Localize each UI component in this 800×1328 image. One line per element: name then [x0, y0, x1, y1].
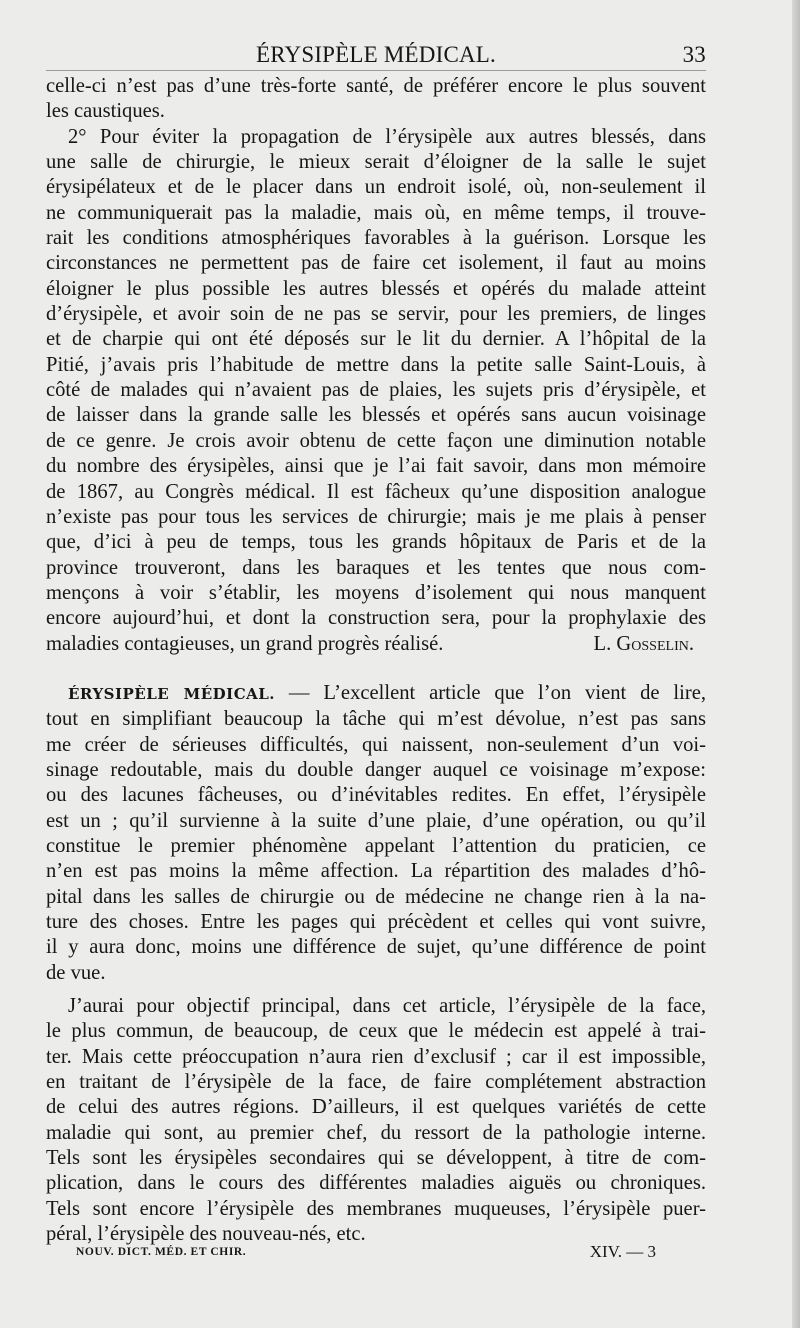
page-number: 33: [682, 42, 706, 67]
section-heading: ÉRYSIPÈLE MÉDICAL.: [68, 684, 276, 703]
text-line: ou des lacunes fâcheuses, ou d’inévitables redites. En effet, l’érysipèle: [46, 784, 706, 807]
text-line: n’existe pas pour tous les services de chirurgie; mais je me plais à penser: [46, 505, 706, 528]
text-line: érysipélateux et de le placer dans un endroit isolé, où, non-seulement il: [46, 176, 706, 199]
text-line: de celui des autres régions. D’ailleurs, il est quelques variétés de cette: [46, 1096, 706, 1119]
text-line: et de charpie qui ont été déposés sur le lit du dernier. A l’hôpital de la: [46, 328, 706, 351]
section-gap: [46, 657, 706, 681]
text-line: encore aujourd’hui, et dont la construction sera, pour la prophylaxie des: [46, 607, 706, 630]
page-footer: [76, 1242, 656, 1264]
running-title: ÉRYSIPÈLE MÉDICAL.: [256, 42, 496, 67]
text-line: province trouveront, dans les baraques et les tentes que nous com-: [46, 556, 706, 579]
text-line: pital dans les salles de chirurgie ou de médecine ne change rien à la na-: [46, 885, 706, 908]
text-line: ter. Mais cette préoccupation n’aura rien d’exclusif ; car il est impossible,: [46, 1045, 706, 1068]
text-line: me créer de sérieuses difficultés, qui naissent, non-seulement d’un voi-: [46, 733, 706, 756]
header-rule: [46, 70, 706, 71]
text-line: rait les conditions atmosphériques favorables à la guérison. Lorsque les: [46, 227, 706, 250]
text-line: du nombre des érysipèles, ainsi que je l’ai fait savoir, dans mon mémoire: [46, 455, 706, 478]
text-line: est un ; qu’il survienne à la suite d’une plaie, d’une opération, ou qu’il: [46, 809, 706, 832]
page-edge: [792, 0, 800, 1328]
text-line: le plus commun, de beaucoup, de ceux que le médecin est appelé à trai-: [46, 1020, 706, 1043]
text-line: maladies contagieuses, un grand progrès réalisé.: [46, 632, 444, 655]
text-line: de laisser dans la grande salle les blessés et opérés sans aucun voisinage: [46, 404, 706, 427]
paragraph-continuation: [46, 74, 706, 125]
text-line: tout en simplifiant beaucoup la tâche qui m’est dévolue, n’est pas sans: [46, 708, 706, 731]
text-line: celle-ci n’est pas d’une très-forte santé, de préférer encore le plus souvent: [46, 75, 706, 97]
text-body: [46, 74, 706, 1247]
author-signature: L. Gosselin.: [593, 632, 694, 655]
text-line: J’aurai pour objectif principal, dans cet article, l’érysipèle de la face,: [68, 995, 706, 1018]
footer-signature-mark: NOUV. DICT. MÉD. ET CHIR.: [76, 1246, 247, 1258]
text-line: éloigner le plus possible les autres blessés et opérés du malade atteint: [46, 277, 706, 300]
text-line: péral, l’érysipèle des nouveau-nés, etc.: [46, 1223, 366, 1246]
text-line: Pitié, j’avais pris l’habitude de mettre dans la petite salle Saint-Louis, à: [46, 353, 706, 376]
text-line: de ce genre. Je crois avoir obtenu de cette façon une diminution notable: [46, 429, 706, 452]
text-line: [46, 681, 706, 707]
text-line: les caustiques.: [46, 100, 165, 123]
text-line: n’en est pas moins la même affection. La répartition des malades d’hô-: [46, 860, 706, 883]
text-line: de vue.: [46, 961, 106, 984]
text-line: maladie qui sont, au premier chef, du ressort de la pathologie interne.: [46, 1121, 706, 1144]
text-line: il y aura donc, moins une différence de sujet, qu’une différence de point: [46, 936, 706, 959]
text-line: que, d’ici à peu de temps, tous les grands hôpitaux de Paris et de la: [46, 531, 706, 554]
text-line: Tels sont encore l’érysipèle des membranes muqueuses, l’érysipèle puer-: [46, 1197, 706, 1220]
running-header: [46, 42, 706, 72]
text-line: en traitant de l’érysipèle de la face, de faire complétement abstraction: [46, 1071, 706, 1094]
text-line: ture des choses. Entre les pages qui précèdent et celles qui vont suivre,: [46, 911, 706, 933]
text-line-with-signature: [46, 632, 706, 657]
text-line: ne communiquerait pas la maladie, mais où, en même temps, il trouve-: [46, 201, 706, 224]
text-line: circonstances ne permettent pas de faire cet isolement, il faut au moins: [46, 252, 706, 275]
text-line: plication, dans le cours des différentes maladies aiguës ou chroniques.: [46, 1172, 706, 1195]
text-line: d’érysipèle, et avoir soin de ne pas se servir, pour les premiers, de linges: [46, 303, 706, 326]
text-line: constitue le premier phénomène appelant l’attention du praticien, ce: [46, 834, 706, 857]
text-line: de 1867, au Congrès médical. Il est fâcheux qu’une disposition analogue: [46, 480, 706, 503]
text-line: une salle de chirurgie, le mieux serait d’éloigner de la salle le sujet: [46, 151, 706, 174]
text-line: Tels sont les érysipèles secondaires qui se développent, à titre de com-: [46, 1147, 706, 1170]
paragraph-objective: [46, 994, 706, 1247]
paragraph-gap: [46, 986, 706, 994]
text-line: 2° Pour éviter la propagation de l’érysipèle aux autres blessés, dans: [68, 125, 706, 148]
footer-volume-sheet: XIV. — 3: [589, 1242, 656, 1261]
text-line: sinage redoutable, mais du double danger auquel ce voisinage m’expose:: [46, 758, 706, 781]
paragraph-article-intro: [46, 681, 706, 986]
text-line: côté de malades qui n’avaient pas de plaies, les sujets pris d’érysipèle, et: [46, 379, 706, 402]
text-line-rest: — L’excellent article que l’on vient de lire,: [288, 681, 706, 704]
paragraph-prophylaxis: [46, 125, 706, 657]
text-line: mençons à voir s’établir, les moyens d’isolement qui nous manquent: [46, 581, 706, 604]
